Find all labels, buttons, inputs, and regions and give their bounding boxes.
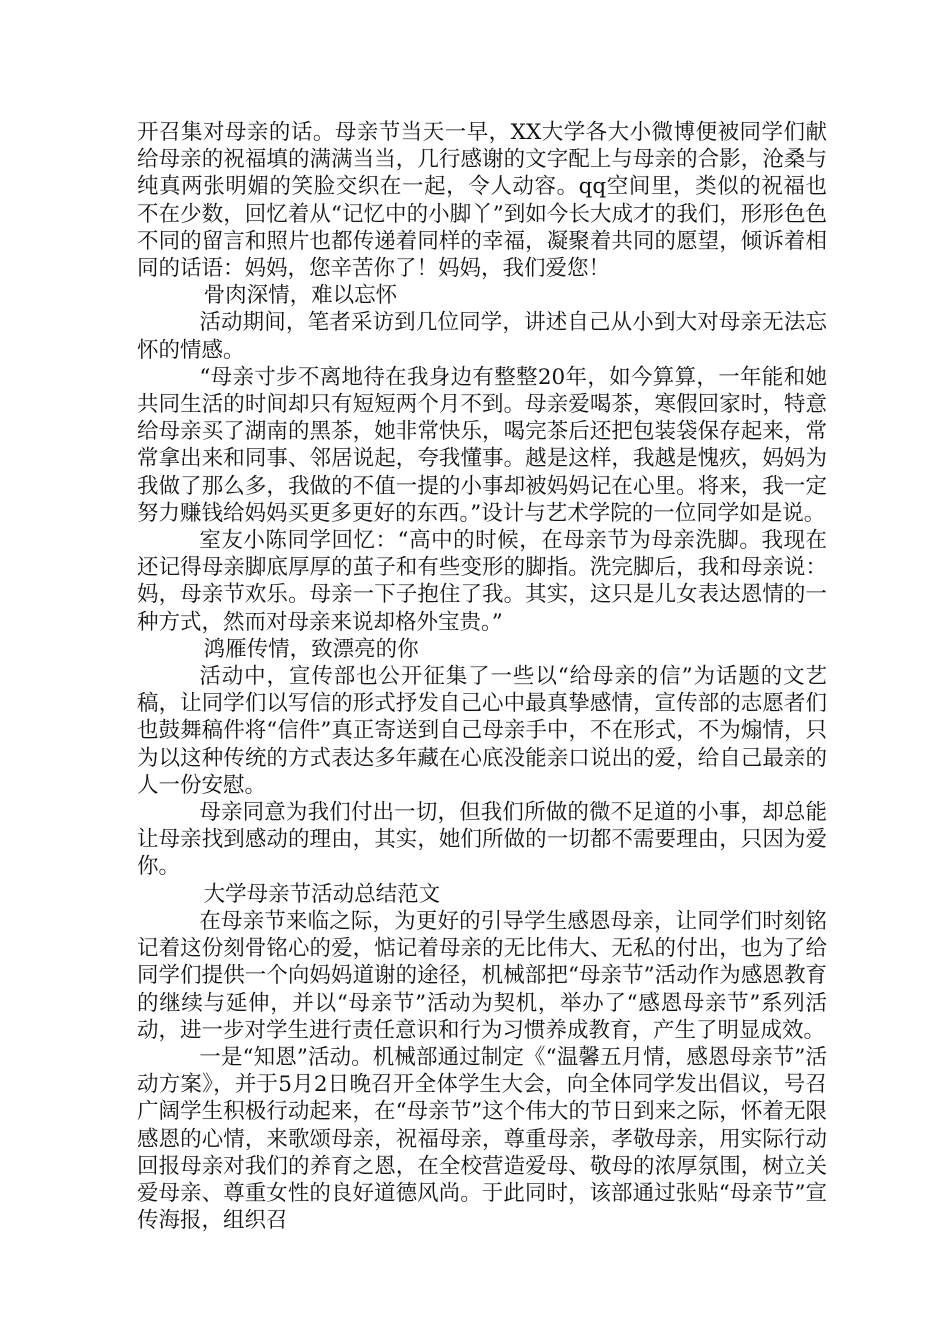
paragraph-interview-intro: 活动期间，笔者采访到几位同学，讲述自己从小到大对母亲无法忘怀的情感。 — [137, 310, 827, 363]
section-heading-summary-template: 大学母亲节活动总结范文 — [203, 881, 441, 907]
paragraph-mother-love: 母亲同意为我们付出一切，但我们所做的微不足道的小事，却总能让母亲找到感动的理由，其实，她们所做的一切都不需要理由，只因为爱你。 — [137, 800, 827, 880]
paragraph-mother-day-blessings: 开召集对母亲的话。母亲节当天一早，XX大学各大小微博便被同学们献给母亲的祝福填的满满当当，几行感谢的文字配上与母亲的合影，沧桑与纯真两张明媚的笑脸交织在一起，令人动容。qq空间里，类似的祝福也不在少数，回忆着从“记忆中的小脚丫”到如今长大成才的我们，形形色色不同的留言和照片也都传递着同样的幸福，凝聚着共同的愿望，倾诉着相同的话语：妈妈，您辛苦你了！妈妈，我们爱您！ — [137, 120, 827, 282]
section-heading-deep-affection: 骨肉深情，难以忘怀 — [203, 283, 398, 309]
document-body — [137, 119, 827, 1234]
section-heading-letters: 鸿雁传情，致漂亮的你 — [203, 636, 419, 662]
paragraph-letter-campaign: 活动中，宣传部也公开征集了一些以“给母亲的信”为话题的文艺稿，让同学们以写信的形式抒发自己心中最真挚感情，宣传部的志愿者们也鼓舞稿件将“信件”真正寄送到自己母亲手中，不在形式，不为煽情，只为以这种传统的方式表达多年藏在心底没能亲口说出的爱，给自己最亲的人一份安慰。 — [137, 664, 827, 798]
paragraph-knowing-gratitude-activity: 一是“知恩”活动。机械部通过制定《“温馨五月情，感恩母亲节”活动方案》，并于5月2日晚召开全体学生大会，向全体同学发出倡议，号召广阔学生积极行动起来，在“母亲节”这个伟大的节日到来之际，怀着无限感恩的心情，来歌颂母亲，祝福母亲，尊重母亲，孝敬母亲，用实际行动回报母亲对我们的养育之恩，在全校营造爱母、敬母的浓厚氛围，树立关爱母亲、尊重女性的良好道德风尚。于此同时，该部通过张贴“母亲节”宣传海报，组织召 — [137, 1044, 827, 1234]
paragraph-summary-intro: 在母亲节来临之际，为更好的引导学生感恩母亲，让同学们时刻铭记着这份刻骨铭心的爱，惦记着母亲的无比伟大、无私的付出，也为了给同学们提供一个向妈妈道谢的途径，机械部把“母亲节”活动作为感恩教育的继续与延伸，并以“母亲节”活动为契机，举办了“感恩母亲节”系列活动，进一步对学生进行责任意识和行为习惯养成教育，产生了明显成效。 — [137, 908, 827, 1043]
paragraph-student-quote-tea: “母亲寸步不离地待在我身边有整整20年，如今算算，一年能和她共同生活的时间却只有短短两个月不到。母亲爱喝茶，寒假回家时，特意给母亲买了湖南的黑茶，她非常快乐，喝完茶后还把包装袋保存起来，常常拿出来和同事、邻居说起，夸我懂事。越是这样，我越是愧疚，妈妈为我做了那么多，我做的不值一提的小事却被妈妈记在心里。将来，我一定努力赚钱给妈妈买更多更好的东西。”设计与艺术学院的一位同学如是说。 — [137, 364, 827, 526]
paragraph-roommate-recollection: 室友小陈同学回忆：“高中的时候，在母亲节为母亲洗脚。我现在还记得母亲脚底厚厚的茧子和有些变形的脚指。洗完脚后，我和母亲说：妈，母亲节欢乐。母亲一下子抱住了我。其实，这只是儿女表达恩情的一种方式，然而对母亲来说却格外宝贵。” — [137, 528, 827, 635]
